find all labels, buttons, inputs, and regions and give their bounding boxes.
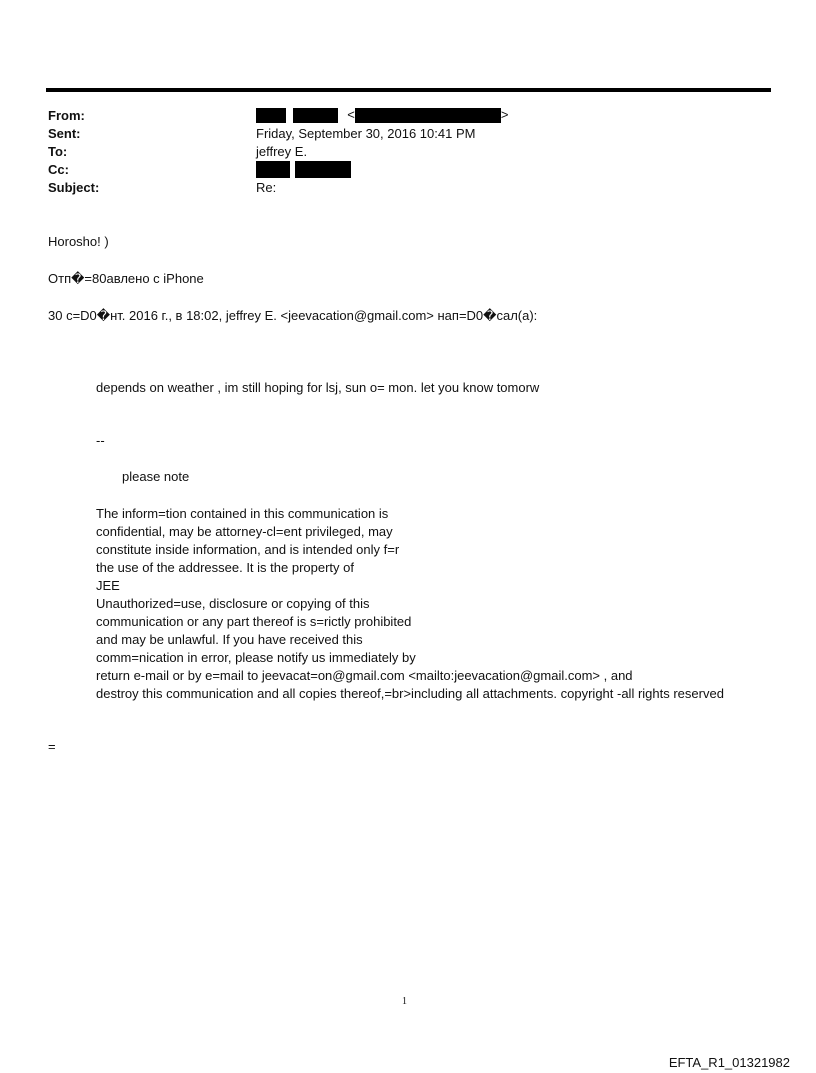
disclaimer-line: The inform=tion contained in this communication is [96, 506, 389, 521]
redaction-box [293, 108, 338, 123]
page-number: 1 [402, 996, 407, 1007]
disclaimer-line: return e-mail or by e=mail to jeevacat=on@gmail.com <mailto:jeevacation@gmail.com> , and [96, 668, 633, 683]
disclaimer-line: confidential, may be attorney-cl=ent privileged, may [96, 524, 393, 539]
sent-from-line: Отп�=80авлено с iPhone [48, 271, 204, 286]
disclaimer-line: comm=nication in error, please notify us immediately by [96, 650, 416, 665]
trailing-equals: = [48, 739, 56, 754]
signature-separator: -- [96, 433, 105, 448]
disclaimer-line: destroy this communication and all copies thereof,=br>including all attachments. copyright -all rights reserved [96, 686, 724, 701]
header-rule [46, 88, 771, 92]
from-lt: < [347, 107, 355, 122]
reply-text: depends on weather , im still hoping for lsj, sun o= mon. let you know tomorw [96, 380, 540, 395]
please-note: please note [122, 469, 190, 484]
from-value [256, 107, 508, 123]
disclaimer-line: and may be unlawful. If you have received this [96, 632, 363, 647]
redaction-box [256, 161, 290, 178]
sent-value: Friday, September 30, 2016 10:41 PM [256, 126, 476, 141]
bates-number: EFTA_R1_01321982 [668, 1055, 790, 1070]
greeting: Horosho! ) [48, 234, 109, 249]
to-value: jeffrey E. [256, 144, 308, 159]
disclaimer-line: the use of the addressee. It is the property of [96, 560, 354, 575]
redaction-box [256, 108, 286, 123]
subject-label: Subject: [48, 180, 100, 195]
redaction-box [295, 161, 351, 178]
to-label: To: [48, 144, 68, 159]
disclaimer [96, 505, 724, 703]
disclaimer-line: JEE [96, 578, 120, 593]
cc-label: Cc: [48, 162, 69, 177]
quote-intro: 30 с=D0�нт. 2016 г., в 18:02, jeffrey E. <jeevacation@gmail.com> нап=D0�сал(а): [48, 308, 538, 323]
disclaimer-line: Unauthorized=use, disclosure or copying of this [96, 596, 370, 611]
from-label: From: [48, 108, 85, 123]
from-gt: > [500, 107, 509, 122]
disclaimer-line: constitute inside information, and is intended only f=r [96, 542, 400, 557]
disclaimer-line: communication or any part thereof is s=rictly prohibited [96, 614, 412, 629]
subject-value: Re: [256, 180, 277, 195]
cc-value [256, 161, 351, 178]
sent-label: Sent: [48, 126, 81, 141]
redaction-box [355, 108, 501, 123]
